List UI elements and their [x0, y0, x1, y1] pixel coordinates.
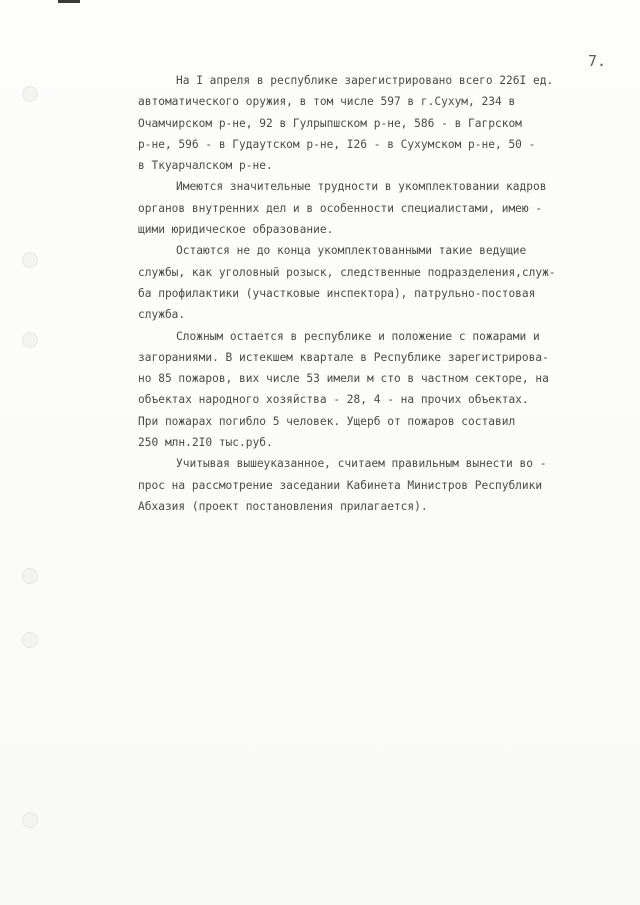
- text-line: р-не, 596 - в Гудаутском р-не, I26 - в Сухумском р-не, 50 -: [138, 137, 536, 151]
- text-line: Очамчирском р-не, 92 в Гулрыпшском р-не, 586 - в Гагрском: [138, 116, 522, 130]
- text-line: ба профилактики (участковые инспектора), патрульно-постовая: [138, 286, 536, 300]
- binder-hole: [22, 568, 38, 584]
- text-line: объектах народного хозяйства - 28, 4 - на прочих объектах.: [138, 393, 529, 407]
- text-line: Имеются значительные трудности в укомплектовании кадров: [176, 180, 547, 194]
- text-line: Абхазия (проект постановления прилагается).: [138, 499, 428, 513]
- scan-mark: [58, 0, 80, 3]
- text-line: но 85 пожаров, вих числе 53 имели м сто в частном секторе, на: [138, 372, 549, 386]
- document-text: [138, 70, 628, 517]
- binder-hole: [22, 332, 38, 348]
- binder-hole: [22, 632, 38, 648]
- text-line: служба.: [138, 308, 186, 322]
- text-line: Сложным остается в республике и положение с пожарами и: [176, 329, 540, 343]
- binder-hole: [22, 252, 38, 268]
- text-line: Учитывая вышеуказанное, считаем правильным вынести во -: [176, 457, 547, 471]
- text-line: На I апреля в республике зарегистрировано всего 226I ед.: [176, 74, 554, 87]
- page-number: 7.: [588, 52, 607, 70]
- text-line: 250 млн.2I0 тыс.руб.: [138, 436, 273, 450]
- text-line: автоматического оружия, в том числе 597 в г.Сухум, 234 в: [138, 95, 516, 109]
- text-line: службы, как уголовный розыск, следственные подразделения,служ-: [138, 265, 556, 279]
- text-line: прос на рассмотрение заседании Кабинета Министров Республики: [138, 478, 543, 492]
- text-line: загораниями. В истекшем квартале в Республике зарегистрирова-: [138, 350, 549, 364]
- text-line: в Ткуарчалском р-не.: [138, 159, 273, 173]
- text-line: При пожарах погибло 5 человек. Ущерб от пожаров составил: [138, 414, 516, 428]
- text-line: Остаются не до конца укомплектованными такие ведущие: [176, 244, 527, 258]
- binder-hole: [22, 812, 38, 828]
- text-line: щими юридическое образование.: [138, 223, 334, 237]
- binder-hole: [22, 86, 38, 102]
- text-line: органов внутренних дел и в особенности специалистами, имею -: [138, 201, 543, 215]
